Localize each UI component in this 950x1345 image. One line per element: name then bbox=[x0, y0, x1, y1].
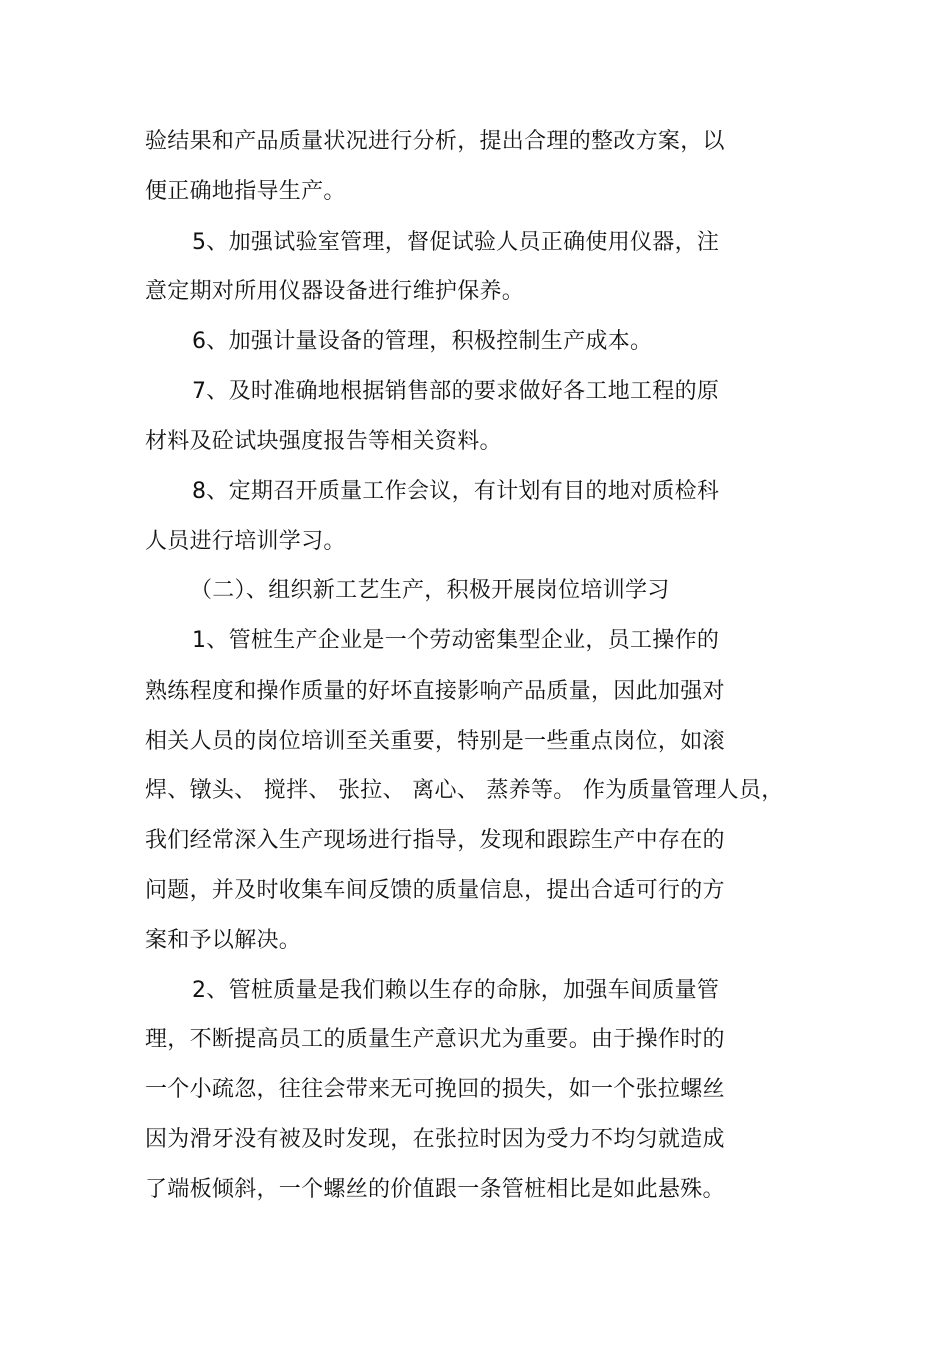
text-line: 材料及砼试块强度报告等相关资料。 bbox=[145, 429, 502, 454]
text-line: 便正确地指导生产。 bbox=[145, 179, 346, 204]
paragraph-item-1: 1、管桩生产企业是一个劳动密集型企业，员工操作的 bbox=[192, 628, 720, 653]
paragraph-item-7: 7、及时准确地根据销售部的要求做好各工地工程的原 bbox=[192, 379, 720, 404]
text-line: 焊、镦头、 搅拌、 张拉、 离心、 蒸养等。 作为质量管理人员， bbox=[145, 778, 784, 803]
text-line: 人员进行培训学习。 bbox=[145, 529, 346, 554]
text-line: 验结果和产品质量状况进行分析，提出合理的整改方案，以 bbox=[145, 129, 725, 154]
text-line: 意定期对所用仪器设备进行维护保养。 bbox=[145, 279, 525, 304]
text-line: 熟练程度和操作质量的好坏直接影响产品质量，因此加强对 bbox=[145, 679, 725, 704]
text-line: 了端板倾斜，一个螺丝的价值跟一条管桩相比是如此悬殊。 bbox=[145, 1177, 725, 1202]
paragraph-item-5: 5、加强试验室管理，督促试验人员正确使用仪器，注 bbox=[192, 230, 720, 255]
text-line: 因为滑牙没有被及时发现，在张拉时因为受力不均匀就造成 bbox=[145, 1127, 725, 1152]
text-line: 理，不断提高员工的质量生产意识尤为重要。由于操作时的 bbox=[145, 1027, 725, 1052]
section-heading: （二）、组织新工艺生产，积极开展岗位培训学习 bbox=[190, 578, 670, 603]
paragraph-item-8: 8、定期召开质量工作会议，有计划有目的地对质检科 bbox=[192, 479, 720, 504]
text-line: 相关人员的岗位培训至关重要，特别是一些重点岗位，如滚 bbox=[145, 729, 725, 754]
text-line: 案和予以解决。 bbox=[145, 928, 302, 953]
text-line: 问题，并及时收集车间反馈的质量信息，提出合适可行的方 bbox=[145, 878, 725, 903]
text-line: 我们经常深入生产现场进行指导，发现和跟踪生产中存在的 bbox=[145, 828, 725, 853]
text-line: 一个小疏忽，往往会带来无可挽回的损失，如一个张拉螺丝 bbox=[145, 1077, 725, 1102]
paragraph-item-2: 2、管桩质量是我们赖以生存的命脉，加强车间质量管 bbox=[192, 978, 720, 1003]
paragraph-item-6: 6、加强计量设备的管理，积极控制生产成本。 bbox=[192, 329, 653, 354]
